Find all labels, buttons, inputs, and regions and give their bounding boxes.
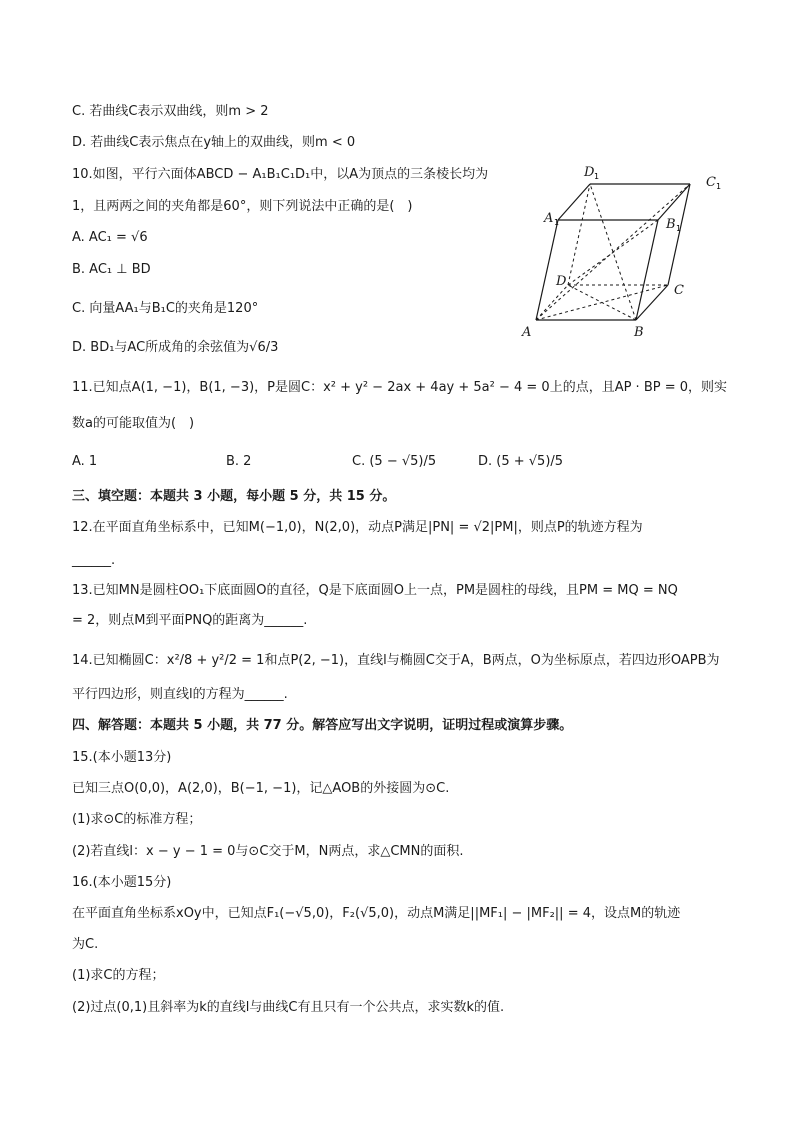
- question-14-line-1: 14.已知椭圆C：x²/8 + y²/2 = 1和点P(2, −1)，直线l与椭圆C交于A，B两点，O为坐标原点，若四边形OAPB为: [72, 653, 720, 668]
- label-B: B: [634, 325, 644, 340]
- section-4-heading: 四、解答题：本题共 5 小题，共 77 分。解答应写出文字说明，证明过程或演算步骤。: [72, 718, 573, 733]
- question-12-line-2: ______.: [72, 553, 116, 568]
- label-A1: A: [544, 211, 554, 226]
- label-B1-sub: 1: [676, 224, 682, 233]
- option-d-q9: D. 若曲线C表示焦点在y轴上的双曲线，则m < 0: [72, 135, 356, 150]
- question-16-part-1: (1)求C的方程；: [72, 968, 165, 983]
- option-a-q10: A. AC₁ = √6: [72, 230, 148, 245]
- question-16-title: 16.(本小题15分): [72, 875, 172, 890]
- question-13-line-2: = 2，则点M到平面PNQ的距离为______.: [72, 613, 308, 628]
- question-16-stem-line-1: 在平面直角坐标系xOy中，已知点F₁(−√5,0)，F₂(√5,0)，动点M满足||MF₁| − |MF₂|| = 4，设点M的轨迹: [72, 906, 681, 921]
- option-c-q11: C. (5 − √5)/5: [352, 454, 437, 469]
- question-15-title: 15.(本小题13分): [72, 750, 172, 765]
- question-14-line-2: 平行四边形，则直线l的方程为______.: [72, 687, 288, 702]
- question-15-part-1: (1)求⊙C的标准方程；: [72, 812, 202, 827]
- label-C1-sub: 1: [716, 182, 722, 191]
- label-A: A: [522, 325, 532, 340]
- section-3-heading: 三、填空题：本题共 3 小题，每小题 5 分，共 15 分。: [72, 489, 396, 504]
- option-c-q9: C. 若曲线C表示双曲线，则m > 2: [72, 104, 269, 119]
- option-d-q11: D. (5 + √5)/5: [478, 454, 564, 469]
- question-11-line-2: 数a的可能取值为( ): [72, 416, 195, 431]
- label-B1: B: [666, 217, 676, 232]
- label-D1: D: [584, 165, 595, 180]
- question-11-line-1: 11.已知点A(1, −1)，B(1, −3)，P是圆C：x² + y² − 2ax + 4ay + 5a² − 4 = 0上的点，且AP · BP = 0，则实: [72, 380, 728, 395]
- parallelepiped-figure: [520, 160, 732, 342]
- label-A1-sub: 1: [554, 218, 560, 227]
- option-c-q10: C. 向量AA₁与B₁C的夹角是120°: [72, 301, 259, 316]
- question-12-line-1: 12.在平面直角坐标系中，已知M(−1,0)，N(2,0)，动点P满足|PN| = √2|PM|，则点P的轨迹方程为: [72, 520, 643, 535]
- question-15-part-2: (2)若直线l：x − y − 1 = 0与⊙C交于M，N两点，求△CMN的面积.: [72, 844, 464, 859]
- question-16-part-2: (2)过点(0,1)且斜率为k的直线l与曲线C有且只有一个公共点，求实数k的值.: [72, 1000, 505, 1015]
- option-d-q10: D. BD₁与AC所成角的余弦值为√6/3: [72, 340, 279, 355]
- label-C: C: [674, 283, 684, 298]
- label-D: D: [556, 274, 567, 289]
- label-C1: C: [706, 175, 716, 190]
- question-10-line-2: 1，且两两之间的夹角都是60°，则下列说法中正确的是( ): [72, 199, 413, 214]
- label-D1-sub: 1: [594, 172, 600, 181]
- option-b-q11: B. 2: [226, 454, 252, 469]
- question-13-line-1: 13.已知MN是圆柱OO₁下底面圆O的直径，Q是下底面圆O上一点，PM是圆柱的母线，且PM = MQ = NQ: [72, 583, 678, 598]
- question-15-stem: 已知三点O(0,0)，A(2,0)，B(−1, −1)，记△AOB的外接圆为⊙C.: [72, 781, 450, 796]
- option-b-q10: B. AC₁ ⊥ BD: [72, 262, 151, 277]
- question-16-stem-line-2: 为C.: [72, 937, 99, 952]
- option-a-q11: A. 1: [72, 454, 98, 469]
- question-10-line-1: 10.如图，平行六面体ABCD − A₁B₁C₁D₁中，以A为顶点的三条棱长均为: [72, 167, 489, 182]
